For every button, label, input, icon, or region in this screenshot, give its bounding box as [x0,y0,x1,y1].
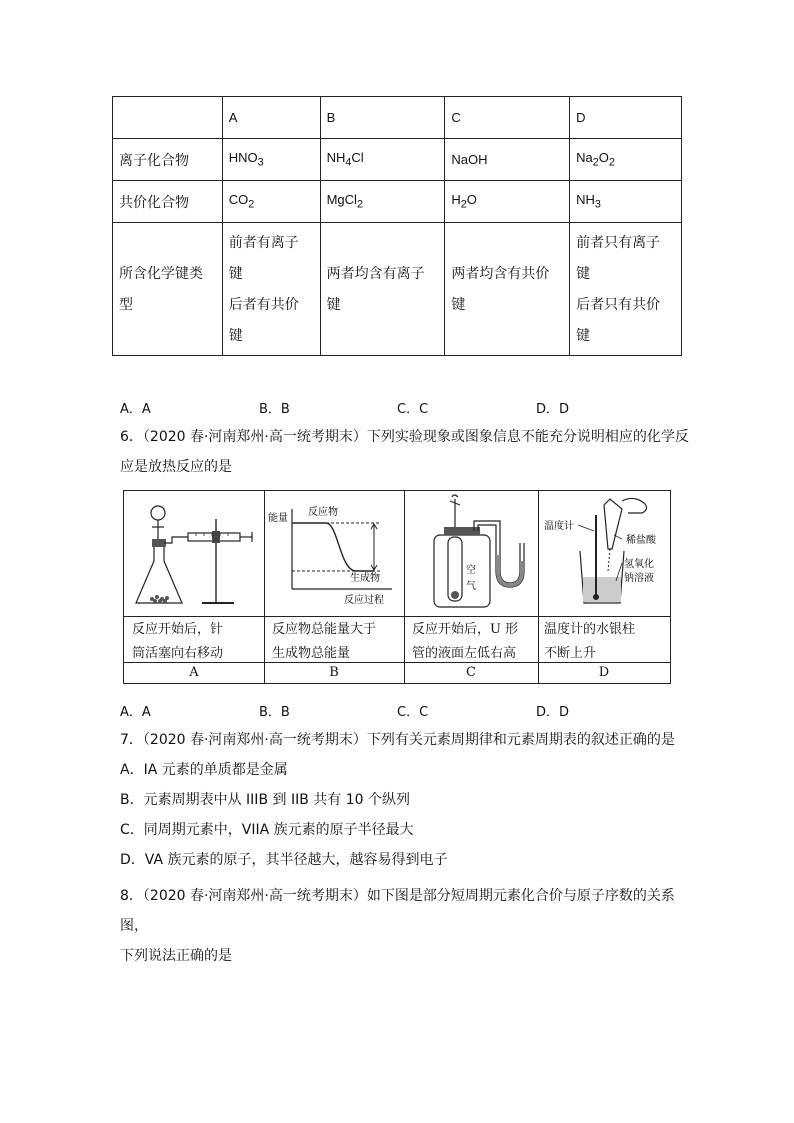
formula-cell: $HNO_3$ [222,139,320,181]
row-label-ionic: 离子化合物 [113,139,223,181]
u-tube-diagram [404,491,538,616]
question6-line2: 应是放热反应的是 [120,459,232,475]
bond-cell-c: 两者均含有共价 键 [445,223,570,356]
caption-a: 反应开始后，针 筒活塞向右移动 [132,622,224,661]
option-d[interactable]: D．D [536,705,570,720]
question7-option-c[interactable]: C．同周期元素中，VIIA 族元素的原子半径最大 [120,822,414,838]
formula-cell: $NH_3$ [570,181,682,223]
formula-cell: $H_2O$ [445,181,570,223]
table-row-bond-type [113,223,682,356]
caption-b: 反应物总能量大于 生成物总能量 [272,622,377,661]
formula-cell: NaOH [445,139,570,181]
question7-option-d[interactable]: D．VA 族元素的原子，其半径越大，越容易得到电子 [120,852,448,868]
question8-line2: 下列说法正确的是 [120,948,232,964]
option-a[interactable]: A．A [120,402,151,417]
figure-letter-b: B [329,665,339,680]
question8-line1: 8．（2020 春·河南郑州·高一统考期末）如下图是部分短周期元素化合价与原子序数的关系图， [120,888,675,934]
bond-cell-b: 两者均含有离子 键 [320,223,445,356]
reactant-label: 反应物 [308,507,338,518]
compound-table [112,96,682,356]
energy-diagram [264,491,404,616]
question8-stem [120,881,690,971]
table-header-cell: C [445,97,570,139]
energy-axis-label: 能量 [268,513,288,524]
option-b[interactable]: B．B [259,705,290,720]
question6-stem [120,422,690,482]
thermometer-label: 温度计 [544,521,574,532]
table-header-cell [113,97,223,139]
table-header-cell: D [570,97,682,139]
question7-option-a[interactable]: A．IA 元素的单质都是金属 [120,762,288,778]
question7-stem: 7．（2020 春·河南郑州·高一统考期末）下列有关元素周期律和元素周期表的叙述正确的是 [120,732,675,748]
option-a[interactable]: A．A [120,705,151,720]
formula-cell: MgCl$_2$ [320,181,445,223]
air-label-1: 空 [466,565,476,576]
table-row-ionic [113,139,682,181]
option-b[interactable]: B．B [259,402,290,417]
process-axis-label: 反应过程 [344,595,384,606]
option-c[interactable]: C．C [397,705,429,720]
experiment-figure [123,490,671,684]
figure-letter-a: A [189,665,199,680]
bond-cell-a: 前者有离子 键 后者有共价 键 [222,223,320,356]
caption-d: 温度计的水银柱 不断上升 [544,622,636,661]
air-label-2: 气 [466,581,476,592]
bond-cell-d: 前者只有离子 键 后者只有共价 键 [570,223,682,356]
naoh-label-2: 钠溶液 [624,573,654,584]
formula-cell: $NH_4Cl$ [320,139,445,181]
table-header-row [113,97,682,139]
caption-c: 反应开始后，U 形 管的液面左低右高 [412,622,519,661]
row-label-bond-type: 所含化学键类 型 [113,223,223,356]
option-d[interactable]: D．D [536,402,570,417]
figure-letter-d: D [598,665,610,680]
table-header-cell: A [222,97,320,139]
flask-syringe-diagram [124,491,264,616]
acid-label: 稀盐酸 [626,535,656,546]
question6-line1: 6．（2020 春·河南郑州·高一统考期末）下列实验现象或图象信息不能充分说明相应的化学反 [120,429,689,445]
thermometer-beaker-diagram [538,491,670,616]
question7-option-b[interactable]: B．元素周期表中从 IIIB 到 IIB 共有 10 个纵列 [120,792,410,808]
option-c[interactable]: C．C [397,402,429,417]
table-row-covalent [113,181,682,223]
table-header-cell: B [320,97,445,139]
question7 [120,725,690,875]
formula-cell: $CO_2$ [222,181,320,223]
product-label: 生成物 [350,573,380,584]
formula-cell: $Na_2O_2$ [570,139,682,181]
naoh-label-1: 氢氧化 [624,559,654,570]
row-label-covalent: 共价化合物 [113,181,223,223]
figure-letter-c: C [466,665,476,680]
